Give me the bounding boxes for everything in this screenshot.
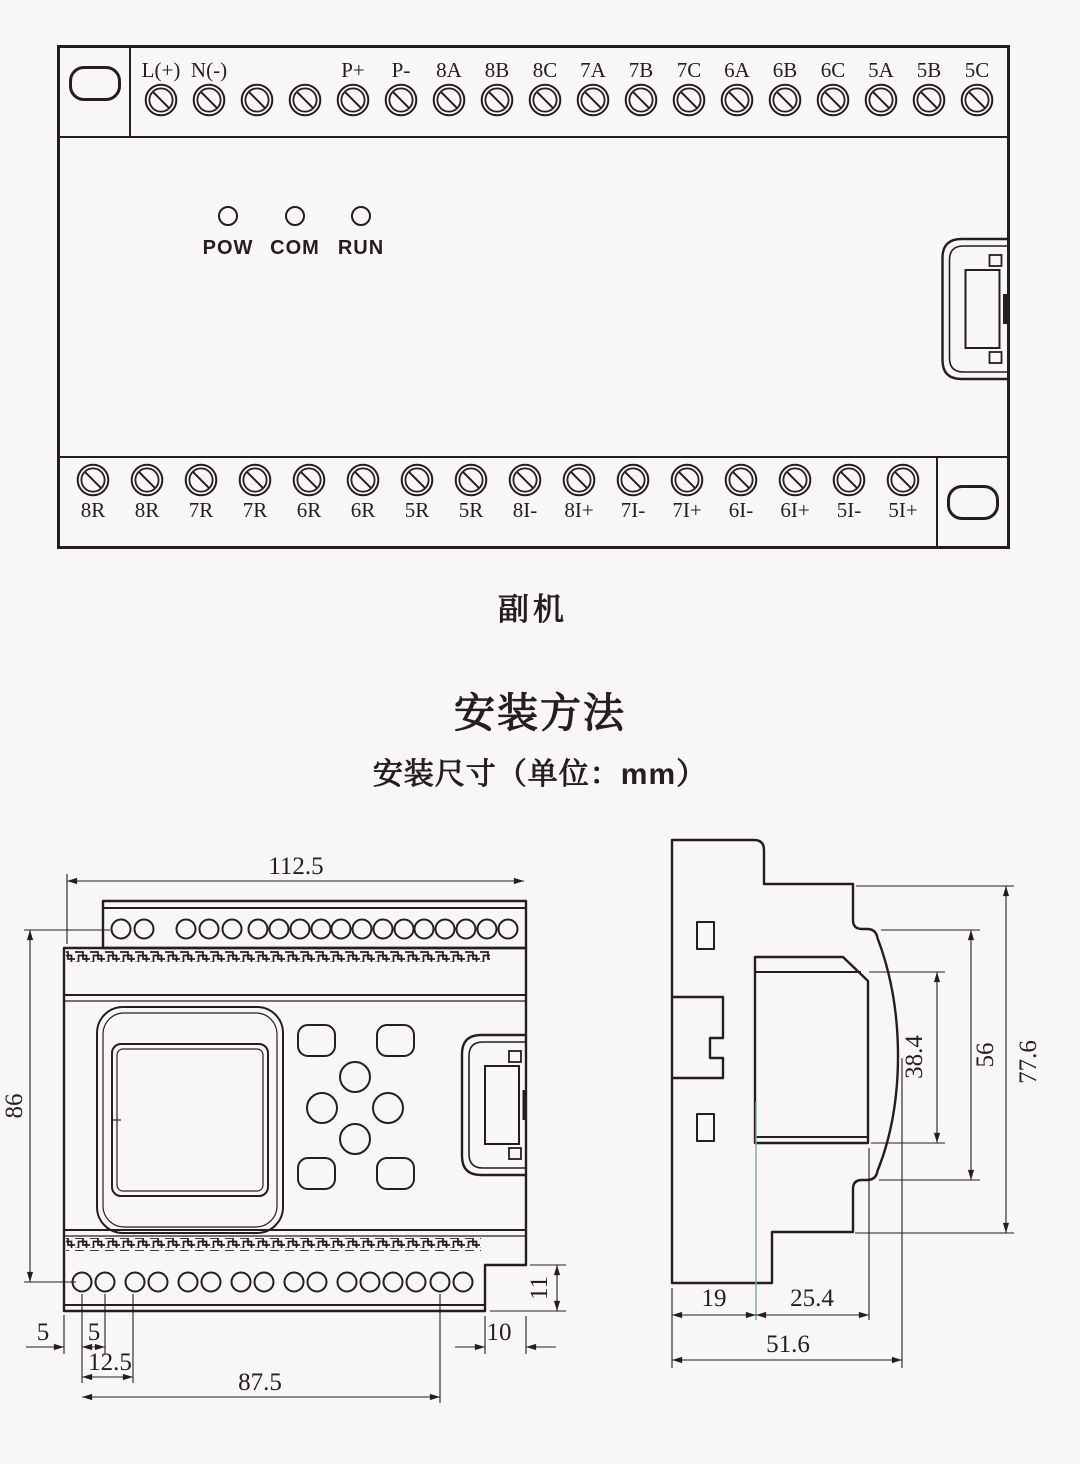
device-caption: 副机 bbox=[498, 592, 568, 627]
top-terminal-strip bbox=[60, 48, 1007, 138]
terminal-bottom-6 bbox=[390, 458, 444, 546]
screw-icon bbox=[912, 83, 946, 117]
screw-icon bbox=[454, 463, 488, 497]
terminal-bottom-14 bbox=[822, 458, 876, 546]
dim-total-depth: 51.6 bbox=[766, 1331, 810, 1358]
terminal-label: 5I+ bbox=[888, 498, 918, 522]
screw-icon bbox=[670, 463, 704, 497]
screw-icon bbox=[864, 83, 898, 117]
front-body-outline bbox=[64, 948, 526, 1311]
screw-icon bbox=[886, 463, 920, 497]
screw-icon bbox=[480, 83, 514, 117]
terminal-bottom-9 bbox=[552, 458, 606, 546]
terminal-top-11 bbox=[665, 48, 713, 136]
terminal-top-16 bbox=[905, 48, 953, 136]
terminal-top-8 bbox=[521, 48, 569, 136]
screw-icon bbox=[576, 83, 610, 117]
terminal-bottom-2 bbox=[174, 458, 228, 546]
terminal-top-9 bbox=[569, 48, 617, 136]
screw-icon bbox=[432, 83, 466, 117]
terminal-bottom-8 bbox=[498, 458, 552, 546]
terminal-label: 7R bbox=[242, 498, 268, 522]
screw-icon bbox=[528, 83, 562, 117]
dim-width: 112.5 bbox=[268, 853, 324, 880]
screw-icon bbox=[76, 463, 110, 497]
front-connector-icon bbox=[462, 1035, 527, 1175]
terminal-bottom-10 bbox=[606, 458, 660, 546]
screw-icon bbox=[192, 83, 226, 117]
screw-icon bbox=[832, 463, 866, 497]
vent-zigzag-top bbox=[66, 949, 490, 962]
terminal-top-2 bbox=[233, 48, 281, 136]
mount-hole-oval bbox=[947, 485, 999, 520]
mount-hole-oval bbox=[69, 66, 121, 101]
terminal-label: 5R bbox=[458, 498, 484, 522]
section-subtitle: 安装尺寸（单位：mm） bbox=[372, 758, 708, 791]
screw-icon bbox=[816, 83, 850, 117]
terminal-top-12 bbox=[713, 48, 761, 136]
terminal-label: 6I- bbox=[728, 498, 754, 522]
front-top-holes bbox=[112, 920, 518, 939]
terminal-label: 7R bbox=[188, 498, 214, 522]
screw-icon bbox=[768, 83, 802, 117]
dim-front-height: 56 bbox=[972, 1042, 999, 1068]
terminal-label: 8I+ bbox=[564, 498, 594, 522]
terminal-label: 6B bbox=[772, 58, 798, 82]
dim-hole-offset2: 12.5 bbox=[88, 1349, 132, 1376]
dim-notch-width: 10 bbox=[486, 1319, 512, 1346]
screw-icon bbox=[720, 83, 754, 117]
terminal-top-3 bbox=[281, 48, 329, 136]
screw-icon bbox=[292, 463, 326, 497]
side-front-panel bbox=[755, 957, 868, 1143]
terminal-label: 6A bbox=[724, 58, 750, 82]
dim-window-height: 38.4 bbox=[901, 1035, 928, 1079]
terminal-label: 7I- bbox=[620, 498, 646, 522]
terminal-top-1 bbox=[185, 48, 233, 136]
section-title: 安装方法 bbox=[454, 690, 626, 736]
terminal-label: 5I- bbox=[836, 498, 862, 522]
terminal-top-17 bbox=[953, 48, 1001, 136]
screw-icon bbox=[144, 83, 178, 117]
terminal-label: 6R bbox=[350, 498, 376, 522]
side-view-dimensions bbox=[672, 886, 1042, 1368]
screw-icon bbox=[960, 83, 994, 117]
front-bottom-holes bbox=[73, 1273, 473, 1292]
terminal-bottom-7 bbox=[444, 458, 498, 546]
dim-rail-depth: 19 bbox=[701, 1285, 727, 1312]
led-pow bbox=[193, 206, 263, 260]
top-terminals bbox=[131, 48, 1007, 136]
keypad bbox=[298, 1025, 414, 1189]
led-indicator-icon bbox=[285, 206, 305, 226]
display-bezel bbox=[97, 1007, 283, 1233]
terminal-top-13 bbox=[761, 48, 809, 136]
terminal-label: P+ bbox=[341, 58, 365, 82]
screw-icon bbox=[624, 83, 658, 117]
screw-icon bbox=[336, 83, 370, 117]
front-view bbox=[1, 853, 566, 1403]
terminal-top-0 bbox=[137, 48, 185, 136]
screw-icon bbox=[778, 463, 812, 497]
screw-icon bbox=[184, 463, 218, 497]
device-panel-diagram bbox=[57, 45, 1010, 549]
terminal-label: 6R bbox=[296, 498, 322, 522]
terminal-label: P- bbox=[391, 58, 411, 82]
led-label: POW bbox=[202, 237, 254, 259]
vent-zigzag-bottom bbox=[66, 1238, 481, 1251]
terminal-top-15 bbox=[857, 48, 905, 136]
dim-edge-offset: 5 bbox=[36, 1319, 50, 1346]
terminal-label: 7C bbox=[676, 58, 702, 82]
screw-icon bbox=[562, 463, 596, 497]
side-slot-bottom bbox=[697, 1114, 714, 1141]
screw-icon bbox=[508, 463, 542, 497]
terminal-top-7 bbox=[473, 48, 521, 136]
terminal-bottom-1 bbox=[120, 458, 174, 546]
dim-notch-height: 11 bbox=[526, 1275, 553, 1301]
side-slot-top bbox=[697, 922, 714, 949]
screw-icon bbox=[672, 83, 706, 117]
terminal-label: 5A bbox=[868, 58, 894, 82]
side-view bbox=[672, 840, 1042, 1368]
mount-hole-compartment-bottom-right bbox=[936, 458, 1007, 546]
screw-icon bbox=[724, 463, 758, 497]
screw-icon bbox=[288, 83, 322, 117]
terminal-label: 8I- bbox=[512, 498, 538, 522]
terminal-bottom-11 bbox=[660, 458, 714, 546]
screw-icon bbox=[240, 83, 274, 117]
display-screen bbox=[112, 1044, 268, 1196]
side-body-outline bbox=[672, 840, 898, 1283]
terminal-label: 7A bbox=[580, 58, 606, 82]
dim-hole-pitch: 5 bbox=[87, 1319, 101, 1346]
screw-icon bbox=[130, 463, 164, 497]
led-indicator-icon bbox=[351, 206, 371, 226]
terminal-label: 5B bbox=[916, 58, 942, 82]
side-connector-icon bbox=[937, 236, 1008, 382]
dim-total-height: 77.6 bbox=[1015, 1040, 1042, 1084]
dim-height: 86 bbox=[1, 1093, 28, 1119]
terminal-label: N(-) bbox=[190, 58, 228, 82]
installation-dimension-drawing bbox=[0, 820, 1080, 1464]
terminal-label: 6C bbox=[820, 58, 846, 82]
terminal-label: 8C bbox=[532, 58, 558, 82]
terminal-bottom-5 bbox=[336, 458, 390, 546]
dim-hole-span: 87.5 bbox=[238, 1369, 282, 1396]
screw-icon bbox=[238, 463, 272, 497]
terminal-bottom-4 bbox=[282, 458, 336, 546]
terminal-label: 7I+ bbox=[672, 498, 702, 522]
terminal-label: 5C bbox=[964, 58, 990, 82]
bottom-terminals bbox=[60, 458, 936, 546]
dim-front-depth: 25.4 bbox=[790, 1285, 834, 1312]
terminal-label: 5R bbox=[404, 498, 430, 522]
screw-icon bbox=[384, 83, 418, 117]
screw-icon bbox=[616, 463, 650, 497]
terminal-bottom-12 bbox=[714, 458, 768, 546]
led-com bbox=[260, 206, 330, 260]
terminal-label: 7B bbox=[628, 58, 654, 82]
terminal-label: 6I+ bbox=[780, 498, 810, 522]
mount-hole-compartment-top-left bbox=[60, 48, 131, 136]
din-rail-notch bbox=[672, 997, 723, 1078]
led-run bbox=[326, 206, 396, 260]
terminal-label: 8R bbox=[80, 498, 106, 522]
led-label: RUN bbox=[337, 237, 385, 259]
led-indicator-icon bbox=[218, 206, 238, 226]
bottom-terminal-strip bbox=[60, 456, 1007, 546]
terminal-top-5 bbox=[377, 48, 425, 136]
terminal-bottom-3 bbox=[228, 458, 282, 546]
terminal-top-4 bbox=[329, 48, 377, 136]
terminal-top-14 bbox=[809, 48, 857, 136]
terminal-bottom-0 bbox=[66, 458, 120, 546]
terminal-top-6 bbox=[425, 48, 473, 136]
screw-icon bbox=[346, 463, 380, 497]
terminal-label: 8B bbox=[484, 58, 510, 82]
terminal-label: 8A bbox=[436, 58, 462, 82]
led-label: COM bbox=[270, 237, 320, 259]
terminal-bottom-13 bbox=[768, 458, 822, 546]
terminal-label: 8R bbox=[134, 498, 160, 522]
screw-icon bbox=[400, 463, 434, 497]
terminal-bottom-15 bbox=[876, 458, 930, 546]
terminal-top-10 bbox=[617, 48, 665, 136]
terminal-label: L(+) bbox=[141, 58, 181, 82]
